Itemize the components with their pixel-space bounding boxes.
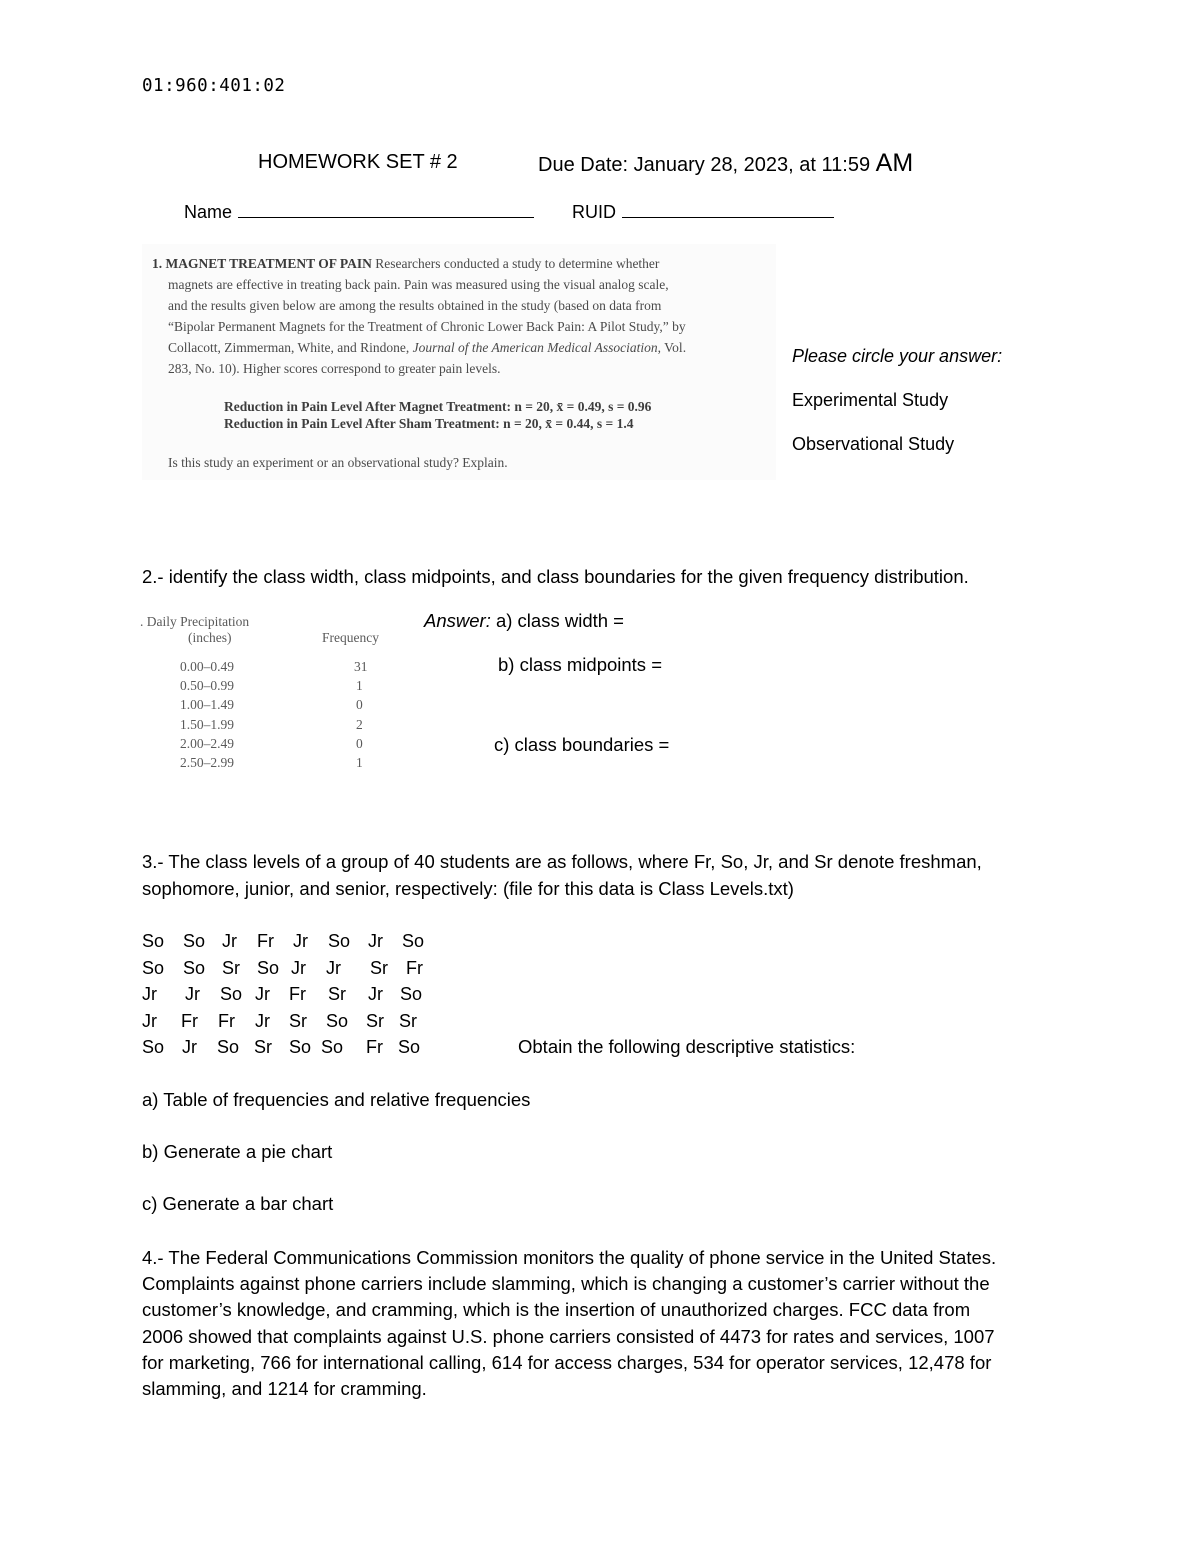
problem-1-line-5 xyxy=(168,340,686,356)
class-level-cell: Jr xyxy=(182,1037,197,1057)
table-row-frequency: 0 xyxy=(356,736,363,751)
problem-1-line-5-start: Collacott, Zimmerman, White, and Rindone, xyxy=(168,340,413,355)
class-level-cell: Jr xyxy=(368,984,383,1004)
class-level-cell: So xyxy=(398,1037,421,1057)
name-label: Name xyxy=(184,202,233,222)
problem-3-item-c: c) Generate a bar chart xyxy=(142,1193,334,1214)
name-field xyxy=(184,201,534,223)
problem-1-heading: 1. MAGNET TREATMENT OF PAIN xyxy=(152,256,372,271)
answer-class-midpoints: b) class midpoints = xyxy=(498,654,662,675)
answer-class-boundaries: c) class boundaries = xyxy=(494,734,670,755)
class-level-cell: Fr xyxy=(218,1011,235,1031)
class-level-cell: So xyxy=(289,1037,312,1057)
problem-1-line-5-end: , Vol. xyxy=(657,340,687,355)
ruid-field xyxy=(572,201,834,223)
answer-class-width xyxy=(424,610,624,632)
table-row-range: 0.50–0.99 xyxy=(180,678,234,693)
journal-name: Journal of the American Medical Association xyxy=(412,340,658,355)
table-row-frequency: 1 xyxy=(356,755,363,770)
problem-1-question: Is this study an experiment or an observational study? Explain. xyxy=(168,455,508,470)
name-blank-line xyxy=(238,201,534,218)
problem-1-line-1 xyxy=(152,256,659,272)
class-level-cell: So xyxy=(326,1011,349,1031)
class-level-cell: Jr xyxy=(255,984,270,1004)
class-level-cell: So xyxy=(402,931,425,951)
class-level-cell: Jr xyxy=(142,984,157,1004)
class-level-cell: Sr xyxy=(370,958,388,978)
problem-4-line: slamming, and 1214 for cramming. xyxy=(142,1378,427,1399)
class-level-cell: Jr xyxy=(368,931,383,951)
class-level-cell: So xyxy=(257,958,280,978)
class-level-cell: So xyxy=(321,1037,344,1057)
table-row-frequency: 0 xyxy=(356,697,363,712)
class-level-cell: Jr xyxy=(185,984,200,1004)
problem-3-item-b: b) Generate a pie chart xyxy=(142,1141,333,1162)
class-level-cell: Fr xyxy=(289,984,306,1004)
class-level-cell: So xyxy=(142,931,165,951)
class-level-cell: So xyxy=(142,1037,165,1057)
answer-label: Answer: xyxy=(424,610,491,631)
class-level-cell: Jr xyxy=(291,958,306,978)
due-date-text: Due Date: January 28, 2023, at 11:59 xyxy=(538,154,876,176)
class-level-cell: So xyxy=(217,1037,240,1057)
class-level-cell: Sr xyxy=(366,1011,384,1031)
due-date xyxy=(538,149,913,178)
problem-1-excerpt xyxy=(142,244,776,480)
problem-4-line: 4.- The Federal Communications Commission monitors the quality of phone service in the United States. xyxy=(142,1247,997,1268)
class-level-cell: So xyxy=(142,958,165,978)
obtain-statistics-prompt: Obtain the following descriptive statistics: xyxy=(518,1036,856,1057)
class-level-cell: Jr xyxy=(293,931,308,951)
class-level-cell: Fr xyxy=(257,931,274,951)
problem-1-line-6: 283, No. 10). Higher scores correspond to greater pain levels. xyxy=(168,361,501,376)
table-row-range: 2.00–2.49 xyxy=(180,736,234,751)
class-level-cell: Jr xyxy=(326,958,341,978)
table-row-range: 1.00–1.49 xyxy=(180,697,234,712)
class-level-cell: So xyxy=(220,984,243,1004)
problem-2-text: 2.- identify the class width, class midpoints, and class boundaries for the given frequency distribution. xyxy=(142,566,969,587)
circle-answer-prompt: Please circle your answer: xyxy=(792,346,1003,366)
class-level-cell: So xyxy=(183,958,206,978)
problem-4-line: Complaints against phone carriers include slamming, which is changing a customer’s carrier without the xyxy=(142,1273,990,1294)
problem-1-line-2: magnets are effective in treating back pain. Pain was measured using the visual analog scale, xyxy=(168,277,669,292)
class-level-cell: Fr xyxy=(366,1037,383,1057)
problem-3-text-line-1: 3.- The class levels of a group of 40 students are as follows, where Fr, So, Jr, and Sr denote freshman, xyxy=(142,851,982,872)
problem-1-line-1-rest: Researchers conducted a study to determine whether xyxy=(371,256,660,271)
table-row-frequency: 2 xyxy=(356,717,363,732)
class-level-cell: So xyxy=(400,984,423,1004)
problem-4-line: for marketing, 766 for international calling, 614 for access charges, 534 for operator services, 12,478 for xyxy=(142,1352,992,1373)
table-header-frequency: Frequency xyxy=(322,630,379,645)
problem-3-item-a: a) Table of frequencies and relative frequencies xyxy=(142,1089,531,1110)
class-level-cell: Fr xyxy=(181,1011,198,1031)
ruid-label: RUID xyxy=(572,202,616,222)
table-header-precipitation: . Daily Precipitation xyxy=(140,614,250,629)
table-row-range: 2.50–2.99 xyxy=(180,755,234,770)
class-level-cell: Sr xyxy=(399,1011,417,1031)
magnet-treatment-stats: Reduction in Pain Level After Magnet Treatment: n = 20, x̄ = 0.49, s = 0.96 xyxy=(224,399,652,414)
class-level-cell: Sr xyxy=(222,958,240,978)
class-level-cell: Jr xyxy=(222,931,237,951)
problem-1-line-4: “Bipolar Permanent Magnets for the Treatment of Chronic Lower Back Pain: A Pilot Study,” by xyxy=(168,319,686,334)
table-header-inches: (inches) xyxy=(188,630,232,645)
frequency-table xyxy=(140,612,410,782)
table-row-range: 1.50–1.99 xyxy=(180,717,234,732)
problem-3-text-line-2: sophomore, junior, and senior, respectively: (file for this data is Class Levels.txt) xyxy=(142,878,794,899)
class-level-cell: Sr xyxy=(328,984,346,1004)
option-experimental-study[interactable]: Experimental Study xyxy=(792,390,949,410)
table-row-frequency: 1 xyxy=(356,678,363,693)
ruid-blank-line xyxy=(622,201,834,218)
class-level-cell: Sr xyxy=(254,1037,272,1057)
table-row-frequency: 31 xyxy=(354,659,368,674)
table-row-range: 0.00–0.49 xyxy=(180,659,234,674)
class-level-cell: Jr xyxy=(255,1011,270,1031)
class-level-cell: Jr xyxy=(142,1011,157,1031)
sham-treatment-stats: Reduction in Pain Level After Sham Treatment: n = 20, x̄ = 0.44, s = 1.4 xyxy=(224,416,634,431)
course-code: 01:960:401:02 xyxy=(142,76,286,96)
class-level-cell: So xyxy=(183,931,206,951)
problem-4-line: 2006 showed that complaints against U.S. phone carriers consisted of 4473 for rates and services, 1007 xyxy=(142,1326,995,1347)
homework-title: HOMEWORK SET # 2 xyxy=(258,151,458,173)
due-date-am: AM xyxy=(875,149,914,177)
class-level-cell: Sr xyxy=(289,1011,307,1031)
class-level-cell: So xyxy=(328,931,351,951)
option-observational-study[interactable]: Observational Study xyxy=(792,434,955,454)
problem-1-line-3: and the results given below are among the results obtained in the study (based on data from xyxy=(168,298,662,313)
answer-a-text: a) class width = xyxy=(490,610,624,631)
problem-4-line: customer’s knowledge, and cramming, which is the insertion of unauthorized charges. FCC data from xyxy=(142,1299,971,1320)
class-level-cell: Fr xyxy=(406,958,423,978)
